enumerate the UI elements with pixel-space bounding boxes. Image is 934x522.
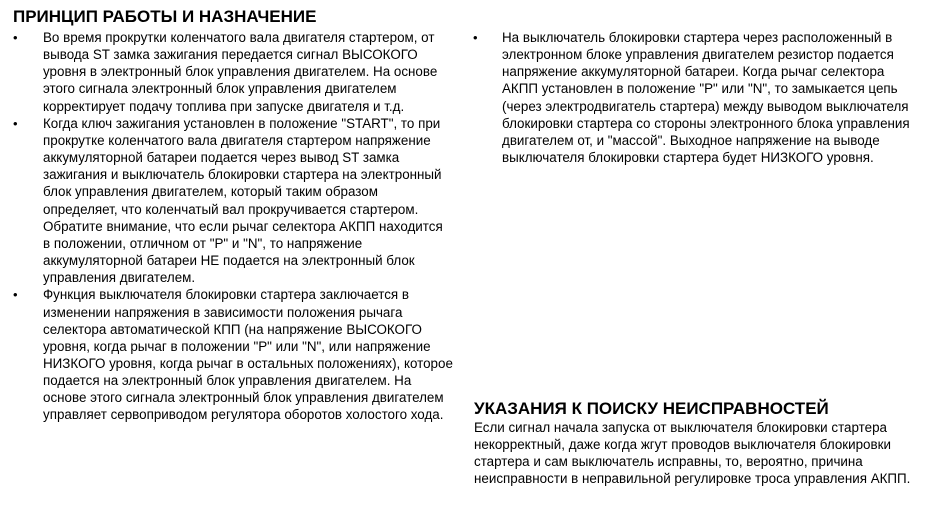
section-heading-troubleshooting: УКАЗАНИЯ К ПОИСКУ НЕИСПРАВНОСТЕЙ	[474, 399, 829, 418]
principle-column-left	[13, 29, 453, 424]
bullet-text: Когда ключ зажигания установлен в положение "START", то при прокрутке коленчатого вала двигателя стартером напряжение аккумуляторной батареи подается через вывод ST замка зажигания и выключатель блокировки стартера на электронный блок управления двигателем, который таким образом определяет, что коленчатый вал прокручивается стартером. Обратите внимание, что если рычаг селектора АКПП находится в положении, отличном от "P" и "N", то напряжение аккумуляторной батареи НЕ подается на электронный блок управления двигателем.	[43, 115, 443, 286]
troubleshooting-text: Если сигнал начала запуска от выключателя блокировки стартера некорректный, даже когда жгут проводов выключателя блокировки стартера и сам выключатель исправны, то, вероятно, причина неисправности в неправильной регулировке троса управления АКПП.	[474, 420, 911, 487]
bullet-item	[473, 29, 913, 166]
bullet-marker: •	[13, 30, 18, 45]
bullet-text: На выключатель блокировки стартера через расположенный в электронном блоке управления двигателем резистор подается напряжение аккумуляторной батареи. Когда рычаг селектора АКПП установлен в положение "P" или "N", то замыкается цепь (через электродвигатель стартера) между выводом выключателя блокировки стартера со стороны электронного блока управления двигателем от, и "массой". Выходное напряжение на выводе выключателя блокировки стартера будет НИЗКОГО уровня.	[502, 30, 910, 166]
bullet-marker: •	[473, 30, 478, 45]
principle-column-right	[473, 29, 913, 166]
bullet-item	[13, 29, 453, 115]
bullet-marker: •	[13, 115, 18, 131]
bullet-marker: •	[13, 287, 18, 303]
section-heading-principle: ПРИНЦИП РАБОТЫ И НАЗНАЧЕНИЕ	[13, 7, 317, 26]
bullet-text: Во время прокрутки коленчатого вала двигателя стартером, от вывода ST замка зажигания передается сигнал ВЫСОКОГО уровня в электронный блок управления двигателем. На основе этого сигнала электронный блок управления двигателем корректирует подачу топлива при запуске двигателя и т.д.	[43, 30, 438, 114]
bullet-item	[13, 286, 453, 423]
bullet-text: Функция выключателя блокировки стартера заключается в изменении напряжения в зависимости положения рычага селектора автоматической КПП (на напряжение ВЫСОКОГО уровня, когда рычаг в положении "P" или "N", или напряжение НИЗКОГО уровня, когда рычаг в остальных положениях), которое подается на электронный блок управления двигателем. На основе этого сигнала электронный блок управления двигателем управляет сервоприводом регулятора оборотов холостого хода.	[43, 287, 453, 423]
bullet-item	[13, 115, 453, 287]
